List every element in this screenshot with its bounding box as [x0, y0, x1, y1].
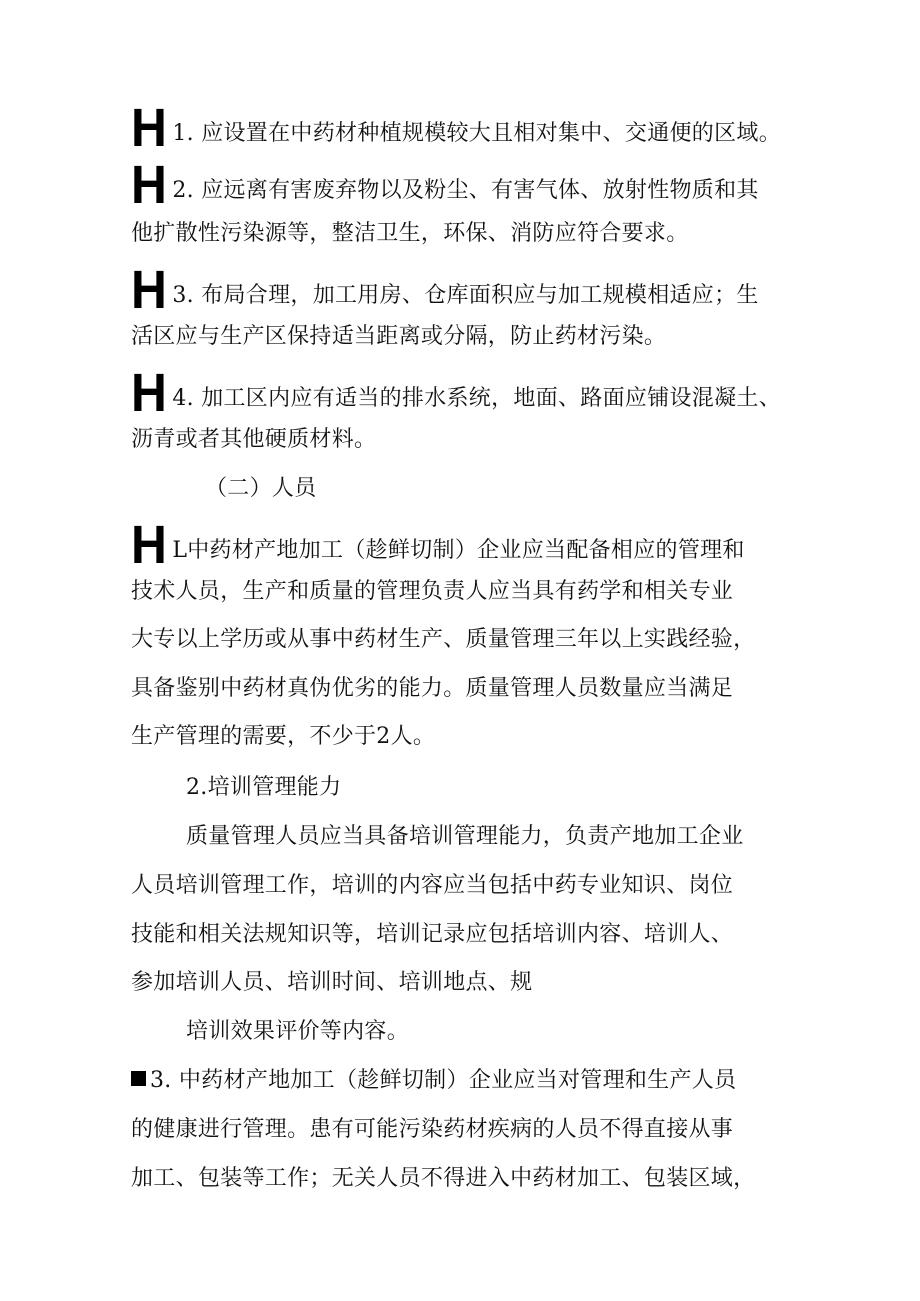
site-item-2 — [131, 155, 759, 215]
site-item-3-line-1: 3. 布局合理，加工用房、仓库面积应与加工规模相适应；生 — [172, 283, 759, 308]
item-marker: H — [131, 363, 168, 423]
training-p-line-1: 质量管理人员应当具备培训管理能力，负责产地加工企业 — [186, 824, 744, 849]
personnel-p1-line-1: L中药材产地加工（趁鲜切制）企业应当配备相应的管理和 — [172, 538, 745, 563]
subheading-training: 2.培训管理能力 — [186, 775, 342, 800]
training-p-line-2: 人员培训管理工作，培训的内容应当包括中药专业知识、岗位 — [131, 873, 734, 898]
site-item-1 — [131, 98, 781, 158]
item-marker: H — [131, 155, 168, 215]
training-p-line-3: 技能和相关法规知识等，培训记录应包括培训内容、培训人、 — [131, 922, 734, 947]
site-item-2-line-2: 他扩散性污染源等，整洁卫生，环保、消防应符合要求。 — [131, 221, 689, 246]
section-heading-personnel: （二）人员 — [205, 476, 317, 501]
square-bullet-icon — [131, 1071, 146, 1086]
site-item-3 — [131, 260, 759, 320]
training-p-line-5: 培训效果评价等内容。 — [186, 1019, 410, 1044]
health-p-line-1: 3. 中药材产地加工（趁鲜切制）企业应当对管理和生产人员 — [150, 1068, 737, 1093]
personnel-paragraph-1 — [131, 515, 745, 575]
health-p-line-3: 加工、包装等工作；无关人员不得进入中药材加工、包装区域， — [131, 1166, 756, 1191]
site-item-2-line-1: 2. 应远离有害废弃物以及粉尘、有害气体、放射性物质和其 — [172, 178, 759, 203]
site-item-4-line-2: 沥青或者其他硬质材料。 — [131, 427, 377, 452]
site-item-3-line-2: 活区应与生产区保持适当距离或分隔，防止药材污染。 — [131, 324, 667, 349]
health-p-line-2: 的健康进行管理。患有可能污染药材疾病的人员不得直接从事 — [131, 1117, 734, 1142]
site-item-4 — [131, 363, 781, 423]
item-marker: H — [131, 515, 168, 575]
personnel-p1-line-4: 具备鉴别中药材真伪优劣的能力。质量管理人员数量应当满足 — [131, 676, 734, 701]
item-marker: H — [131, 260, 168, 320]
health-paragraph — [131, 1066, 736, 1096]
training-p-line-4: 参加培训人员、培训时间、培训地点、规 — [131, 970, 533, 995]
site-item-4-line-1: 4. 加工区内应有适当的排水系统，地面、路面应铺设混凝土、 — [172, 386, 781, 411]
personnel-p1-line-2: 技术人员，生产和质量的管理负责人应当具有药学和相关专业 — [131, 579, 734, 604]
personnel-p1-line-3: 大专以上学历或从事中药材生产、质量管理三年以上实践经验， — [131, 627, 756, 652]
personnel-p1-line-5: 生产管理的需要，不少于2人。 — [131, 724, 436, 749]
site-item-1-text: 1. 应设置在中药材种植规模较大且相对集中、交通便的区域。 — [172, 121, 781, 146]
item-marker: H — [131, 98, 168, 158]
